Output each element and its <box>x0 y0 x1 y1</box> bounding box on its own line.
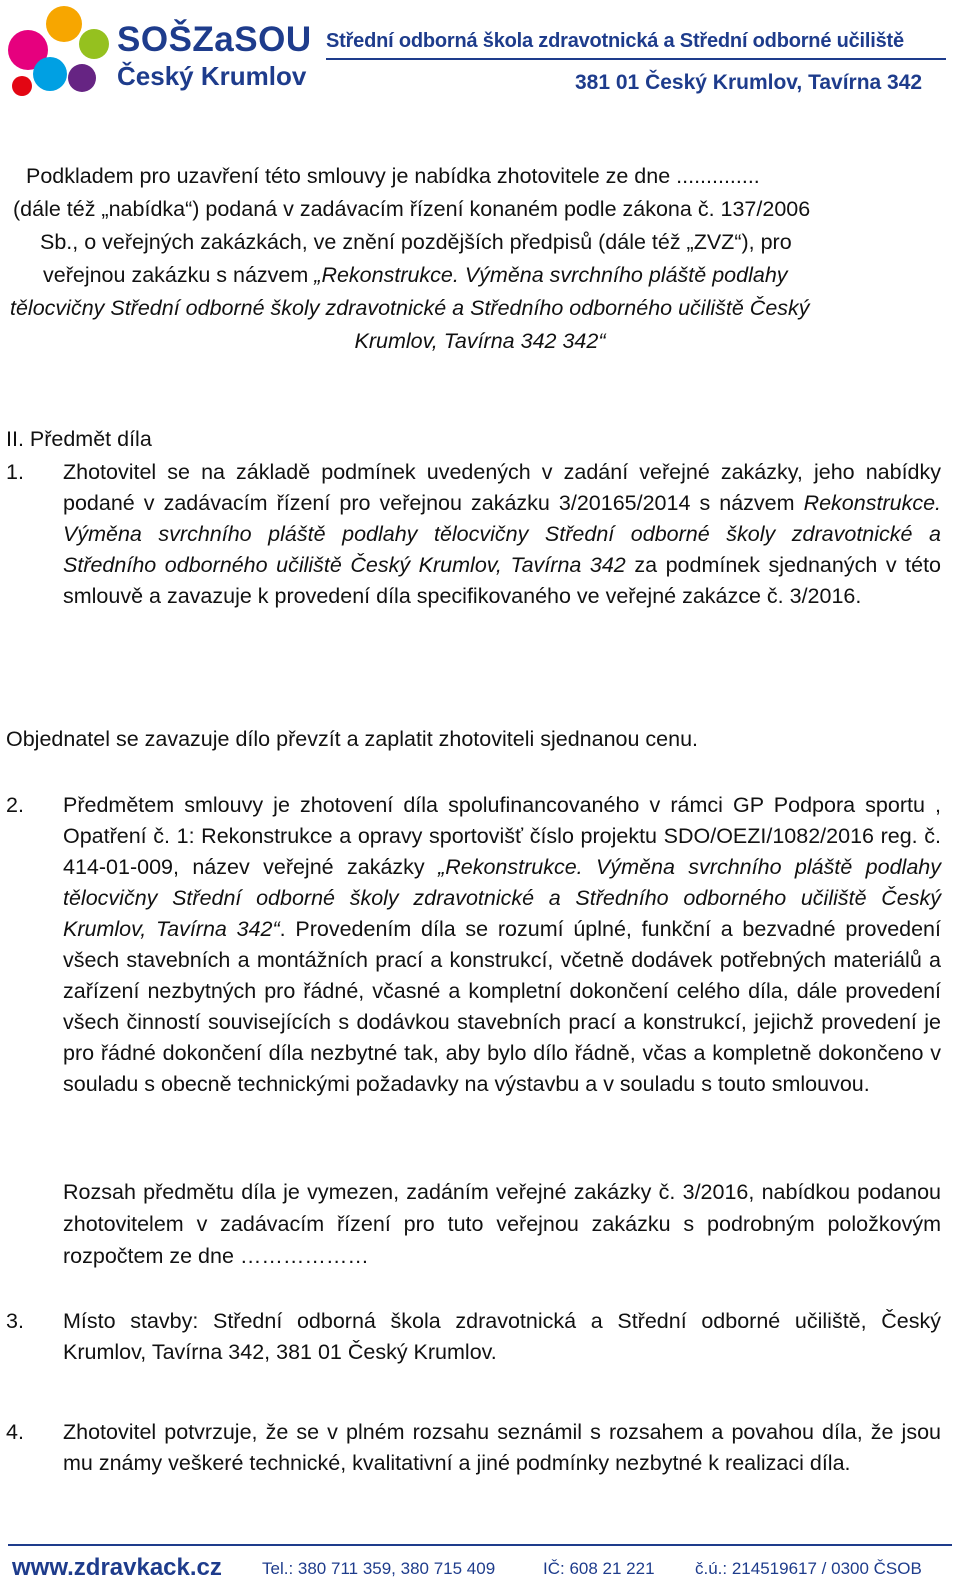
school-address: 381 01 Český Krumlov, Tavírna 342 <box>575 71 923 94</box>
school-logo-icon <box>6 4 114 102</box>
item-1-project-title: Rekonstrukce. Výměna svrchního pláště podlahy tělocvičny Střední odborné školy zdravotnické a Středního odborného učiliště Český Krumlov, Tavírna 342 <box>63 491 941 577</box>
item-1-text-b: za podmínek sjednaných v této smlouvě a zavazuje k provedení díla specifikovaného ve veřejné zakázce č. 3/2016. <box>63 553 941 608</box>
intro-line-5: tělocvičny Střední odborné školy zdravotnické a Středního odborného učiliště Český <box>10 296 810 320</box>
school-name: Střední odborná škola zdravotnická a Střední odborné učiliště <box>326 30 904 52</box>
item-1-text-a: Zhotovitel se na základě podmínek uvedených v zadání veřejné zakázky, jeho nabídky podané v zadávacím řízení pro veřejnou zakázku 3/20165/2014 s názvem <box>63 460 941 515</box>
item-2-scope: Rozsah předmětu díla je vymezen, zadáním veřejné zakázky č. 3/2016, nabídkou podanou zhotovitelem v zadávacím řízení pro tuto veřejnou zakázku s podrobným položkovým rozpočtem ze dne ……………… <box>63 1180 941 1268</box>
footer <box>0 1540 960 1593</box>
item-3-number: 3. <box>6 1309 24 1333</box>
letterhead <box>0 0 960 108</box>
item-2-project-title: „Rekonstrukce. Výměna svrchního pláště podlahy tělocvičny Střední odborné školy zdravotnické a Středního odborného učiliště Český Krumlov, Tavírna 342“ <box>63 855 941 941</box>
header-divider <box>326 58 946 60</box>
item-1-follow: Objednatel se zavazuje dílo převzít a zaplatit zhotoviteli sjednanou cenu. <box>6 727 699 751</box>
intro-line-2: (dále též „nabídka“) podaná v zadávacím řízení konaném podle zákona č. 137/2006 <box>13 197 811 221</box>
intro-line-1: Podkladem pro uzavření této smlouvy je nabídka zhotovitele ze dne .............. <box>26 164 760 188</box>
footer-phone: Tel.: 380 711 359, 380 715 409 <box>262 1559 496 1578</box>
footer-ico: IČ: 608 21 221 <box>543 1559 655 1578</box>
footer-divider <box>8 1544 952 1546</box>
intro-line-3: Sb., o veřejných zakázkách, ve znění pozdějších předpisů (dále též „ZVZ“), pro <box>40 230 792 254</box>
item-4-number: 4. <box>6 1420 24 1444</box>
brand-city: Český Krumlov <box>117 61 307 91</box>
item-2-text-b: . Provedením díla se rozumí úplné, funkční a bezvadné provedení všech stavebních a montážních prací a konstrukcí, včetně dodávek potřebných materiálů a zařízení nezbytných pro řádné, včasné a kompletní dokončení celého díla, dále provedení všech činností souvisejících s dodávkou stavebních prací a konstrukcí, jejichž provedení je pro řádné dokončení díla nezbytné tak, aby bylo dílo řádně, včas a kompletně dokončeno v souladu s obecně technickými požadavky na výstavbu a v souladu s touto smlouvou. <box>63 917 941 1096</box>
footer-website-link[interactable]: www.zdravkack.cz <box>12 1554 222 1581</box>
section-heading: II. Předmět díla <box>6 427 152 451</box>
item-2-text <box>63 790 941 1100</box>
item-3-text: Místo stavby: Střední odborná škola zdravotnická a Střední odborné učiliště, Český Krumlov, Tavírna 342, 381 01 Český Krumlov. <box>63 1309 941 1364</box>
item-1-number: 1. <box>6 460 24 484</box>
brand-name: SOŠZaSOU <box>117 20 312 59</box>
footer-bank-account: č.ú.: 214519617 / 0300 ČSOB <box>695 1559 922 1578</box>
intro-project-title-start: „Rekonstrukce. Výměna svrchního pláště podlahy <box>314 263 788 287</box>
item-1-text <box>63 457 941 612</box>
intro-line-4 <box>43 260 788 291</box>
item-2-number: 2. <box>6 793 24 817</box>
item-2-text-a: Předmětem smlouvy je zhotovení díla spolufinancovaného v rámci GP Podpora sportu , Opatření č. 1: Rekonstrukce a opravy sportovišť číslo projektu SDO/OEZI/1082/2016 reg. č. 414-01-009, název veřejné zakázky <box>63 793 941 879</box>
item-4-text: Zhotovitel potvrzuje, že se v plném rozsahu seznámil s rozsahem a povahou díla, že jsou mu známy veškeré technické, kvalitativní a jiné podmínky nezbytné k realizaci díla. <box>63 1420 941 1475</box>
intro-line-6: Krumlov, Tavírna 342 342“ <box>354 329 606 353</box>
intro-line-4-plain: veřejnou zakázku s názvem <box>43 263 315 287</box>
